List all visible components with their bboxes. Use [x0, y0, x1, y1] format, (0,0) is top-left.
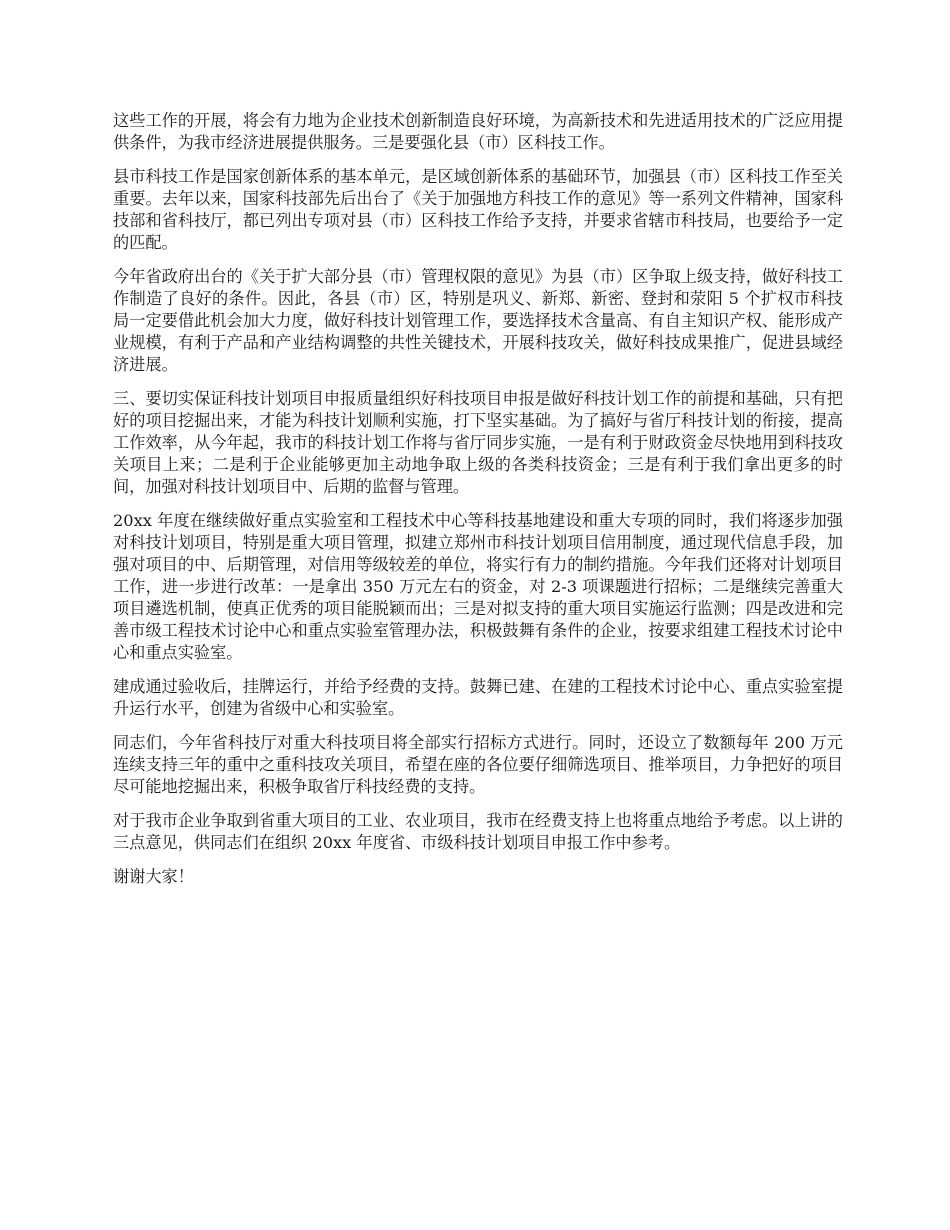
paragraph-3: 今年省政府出台的《关于扩大部分县（市）管理权限的意见》为县（市）区争取上级支持，做好科技工作制造了良好的条件。因此，各县（市）区，特别是巩义、新郑、新密、登封和荥阳 5 个扩权市科技局一定要借此机会加大力度，做好科技计划管理工作，要选择技术含量高、有自主知识产权、能形成产业规模，有利于产品和产业结构调整的共性关键技术，开展科技攻关，做好科技成果推广，促进县域经济进展。 [113, 267, 843, 374]
closing-line: 谢谢大家！ [113, 867, 194, 886]
paragraph-7: 同志们，今年省科技厅对重大科技项目将全部实行招标方式进行。同时，还设立了数额每年 200 万元连续支持三年的重中之重科技攻关项目，希望在座的各位要仔细筛选项目、推举项目，力争把好的项目尽可能地挖掘出来，积极争取省厅科技经费的支持。 [113, 733, 843, 796]
paragraph-6: 建成通过验收后，挂牌运行，并给予经费的支持。鼓舞已建、在建的工程技术讨论中心、重点实验室提升运行水平，创建为省级中心和实验室。 [113, 677, 843, 718]
paragraph-1: 这些工作的开展，将会有力地为企业技术创新制造良好环境，为高新技术和先进适用技术的广泛应用提供条件，为我市经济进展提供服务。三是要强化县（市）区科技工作。 [113, 111, 843, 152]
paragraph-5: 20xx 年度在继续做好重点实验室和工程技术中心等科技基地建设和重大专项的同时，我们将逐步加强对科技计划项目，特别是重大项目管理，拟建立郑州市科技计划项目信用制度，通过现代信息手段，加强对项目的中、后期管理，对信用等级较差的单位，将实行有力的制约措施。今年我们还将对计划项目工作，进一步进行改革：一是拿出 350 万元左右的资金，对 2-3 项课题进行招标；二是继续完善重大项目遴选机制，使真正优秀的项目能脱颖而出；三是对拟支持的重大项目实施运行监测；四是改进和完善市级工程技术讨论中心和重点实验室管理办法，积极鼓舞有条件的企业，按要求组建工程技术讨论中心和重点实验室。 [113, 511, 843, 662]
paragraph-2: 县市科技工作是国家创新体系的基本单元，是区域创新体系的基础环节，加强县（市）区科技工作至关重要。去年以来，国家科技部先后出台了《关于加强地方科技工作的意见》等一系列文件精神，国家科技部和省科技厅，都已列出专项对县（市）区科技工作给予支持，并要求省辖市科技局，也要给予一定的匹配。 [113, 167, 843, 252]
document-body [113, 110, 843, 900]
paragraph-4: 三、要切实保证科技计划项目申报质量组织好科技项目申报是做好科技计划工作的前提和基础，只有把好的项目挖掘出来，才能为科技计划顺利实施，打下坚实基础。为了搞好与省厅科技计划的衔接，提高工作效率，从今年起，我市的科技计划工作将与省厅同步实施，一是有利于财政资金尽快地用到科技攻关项目上来；二是利于企业能够更加主动地争取上级的各类科技资金；三是有利于我们拿出更多的时间，加强对科技计划项目中、后期的监督与管理。 [113, 389, 843, 496]
paragraph-8: 对于我市企业争取到省重大项目的工业、农业项目，我市在经费支持上也将重点地给予考虑。以上讲的三点意见，供同志们在组织 20xx 年度省、市级科技计划项目申报工作中参考。 [113, 811, 843, 852]
